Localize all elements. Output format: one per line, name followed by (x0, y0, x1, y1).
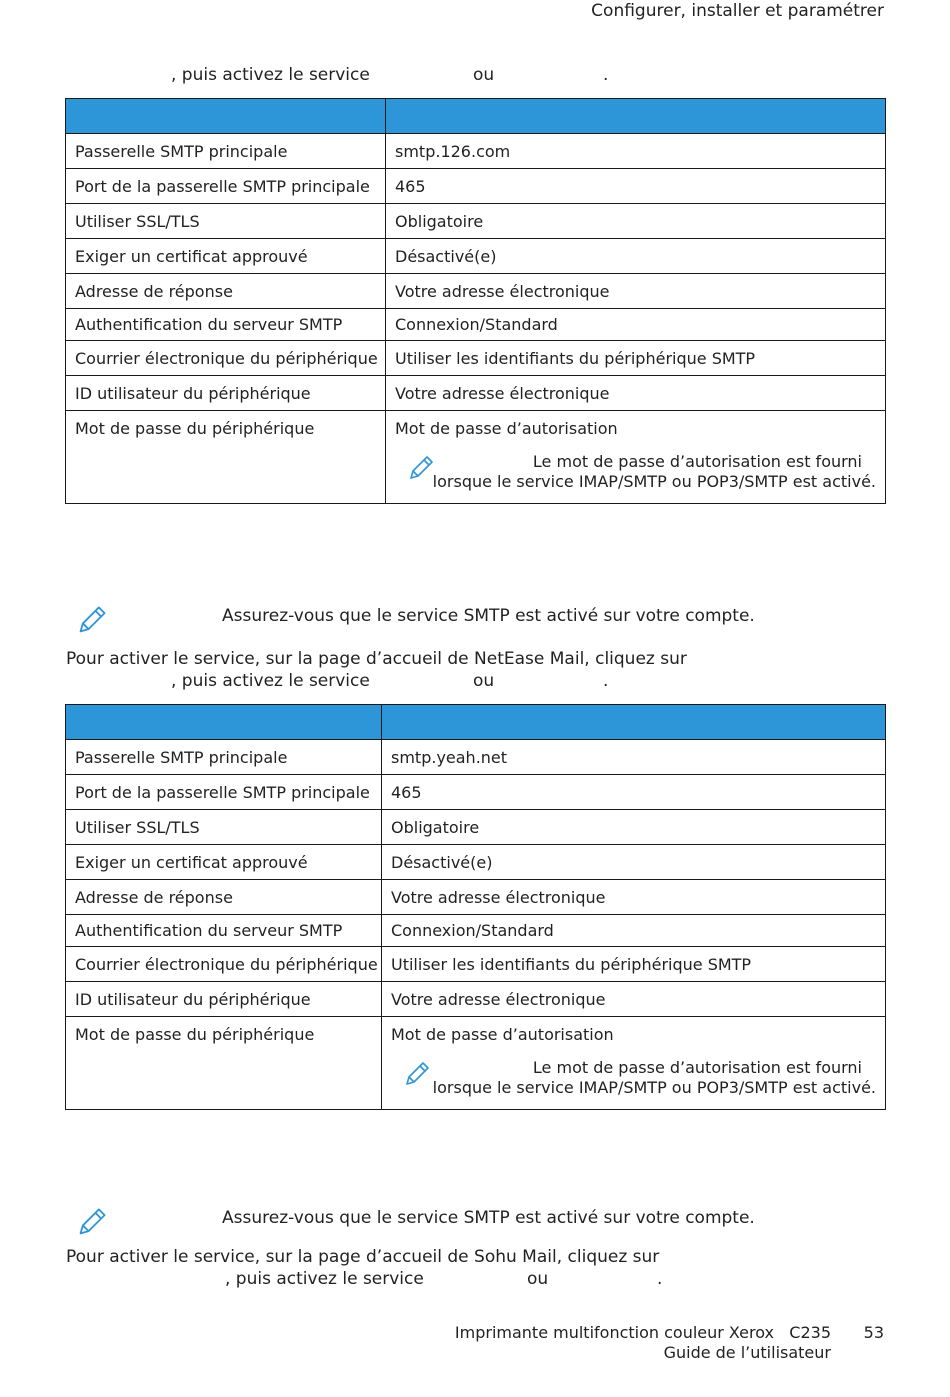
setting-label: Passerelle SMTP principale (66, 134, 386, 169)
cell-note-line-1: Le mot de passe d’autorisation est fourni (532, 452, 862, 471)
setting-label: Authentification du serveur SMTP (66, 309, 386, 341)
pencil-icon (407, 454, 435, 482)
table-row (66, 915, 886, 947)
setting-value: Désactivé(e) (382, 845, 886, 880)
setting-value: Connexion/Standard (386, 309, 886, 341)
pencil-icon (76, 1206, 108, 1238)
setting-label: Mot de passe du périphérique (66, 1017, 382, 1110)
table-row (66, 341, 886, 376)
section1-intro (66, 64, 666, 86)
note-smtp-enabled (76, 1206, 836, 1240)
table-row (66, 169, 886, 204)
smtp-settings-table-yeah (65, 704, 886, 1110)
table-row (66, 134, 886, 169)
table-header-cell (66, 705, 382, 740)
intro-tail: , puis activez le service (171, 671, 370, 691)
table-row (66, 411, 886, 504)
setting-label: Utiliser SSL/TLS (66, 204, 386, 239)
setting-value-cell (382, 1017, 886, 1110)
table-row (66, 947, 886, 982)
intro-line-1: Pour activer le service, sur la page d’accueil de NetEase Mail, cliquez sur (66, 649, 687, 669)
table-row (66, 982, 886, 1017)
setting-value: smtp.yeah.net (382, 740, 886, 775)
intro-or: ou (473, 65, 495, 85)
pencil-icon (76, 604, 108, 636)
table-row (66, 376, 886, 411)
pencil-icon (403, 1060, 431, 1088)
setting-value: Votre adresse électronique (386, 376, 886, 411)
setting-value: Votre adresse électronique (382, 982, 886, 1017)
section3-intro-line1 (66, 1246, 886, 1268)
setting-label: Authentification du serveur SMTP (66, 915, 382, 947)
intro-line-1: Pour activer le service, sur la page d’accueil de Sohu Mail, cliquez sur (66, 1247, 660, 1267)
table-row (66, 309, 886, 341)
table-row (66, 204, 886, 239)
cell-note (391, 1058, 876, 1102)
setting-value: Utiliser les identifiants du périphérique SMTP (386, 341, 886, 376)
table-row (66, 740, 886, 775)
intro-end: . (603, 671, 609, 691)
section2-intro-line2 (66, 670, 666, 692)
table-row (66, 880, 886, 915)
setting-value: Utiliser les identifiants du périphérique SMTP (382, 947, 886, 982)
setting-value: Obligatoire (386, 204, 886, 239)
table-row (66, 845, 886, 880)
footer-product: Imprimante multifonction couleur Xerox (454, 1323, 775, 1342)
intro-tail: , puis activez le service (225, 1269, 424, 1289)
table-header-cell (382, 705, 886, 740)
setting-label: ID utilisateur du périphérique (66, 982, 382, 1017)
setting-label: Utiliser SSL/TLS (66, 810, 382, 845)
table-row (66, 775, 886, 810)
setting-label: Courrier électronique du périphérique (66, 947, 382, 982)
setting-value: Désactivé(e) (386, 239, 886, 274)
setting-label: Port de la passerelle SMTP principale (66, 775, 382, 810)
intro-end: . (657, 1269, 663, 1289)
section2-intro-line1 (66, 648, 886, 670)
note-text: Assurez-vous que le service SMTP est activé sur votre compte. (222, 606, 755, 626)
table-header-row (66, 99, 886, 134)
setting-label: Adresse de réponse (66, 880, 382, 915)
table-row (66, 274, 886, 309)
setting-value: 465 (382, 775, 886, 810)
intro-or: ou (473, 671, 495, 691)
setting-value: Obligatoire (382, 810, 886, 845)
table-header-cell (66, 99, 386, 134)
setting-value: smtp.126.com (386, 134, 886, 169)
setting-value: Connexion/Standard (382, 915, 886, 947)
cell-note-line-1: Le mot de passe d’autorisation est fourni (532, 1058, 862, 1077)
setting-label: Adresse de réponse (66, 274, 386, 309)
setting-label: ID utilisateur du périphérique (66, 376, 386, 411)
setting-value: Votre adresse électronique (386, 274, 886, 309)
setting-value-cell (386, 411, 886, 504)
intro-end: . (603, 65, 609, 85)
setting-label: Exiger un certificat approuvé (66, 845, 382, 880)
setting-value: 465 (386, 169, 886, 204)
setting-value: Mot de passe d’autorisation (395, 419, 618, 438)
setting-label: Passerelle SMTP principale (66, 740, 382, 775)
setting-value: Mot de passe d’autorisation (391, 1025, 614, 1044)
setting-label: Mot de passe du périphérique (66, 411, 386, 504)
page-number: 53 (863, 1323, 884, 1342)
footer-guide: Guide de l’utilisateur (663, 1343, 831, 1362)
page-header-title: Configurer, installer et paramétrer (591, 1, 884, 21)
table-row (66, 1017, 886, 1110)
setting-label: Courrier électronique du périphérique (66, 341, 386, 376)
setting-label: Exiger un certificat approuvé (66, 239, 386, 274)
table-header-cell (386, 99, 886, 134)
cell-note-line-2: lorsque le service IMAP/SMTP ou POP3/SMTP est activé. (432, 1078, 876, 1097)
smtp-settings-table-126 (65, 98, 886, 504)
table-header-row (66, 705, 886, 740)
setting-label: Port de la passerelle SMTP principale (66, 169, 386, 204)
footer-model: C235 (789, 1323, 831, 1342)
intro-or: ou (527, 1269, 549, 1289)
setting-value: Votre adresse électronique (382, 880, 886, 915)
intro-tail: , puis activez le service (171, 65, 370, 85)
footer-product-line (455, 1323, 831, 1342)
cell-note-line-2: lorsque le service IMAP/SMTP ou POP3/SMTP est activé. (432, 472, 876, 491)
table-row (66, 810, 886, 845)
note-text: Assurez-vous que le service SMTP est activé sur votre compte. (222, 1208, 755, 1228)
table-row (66, 239, 886, 274)
note-smtp-enabled (76, 604, 836, 638)
cell-note (395, 452, 876, 496)
section3-intro-line2 (66, 1268, 716, 1290)
